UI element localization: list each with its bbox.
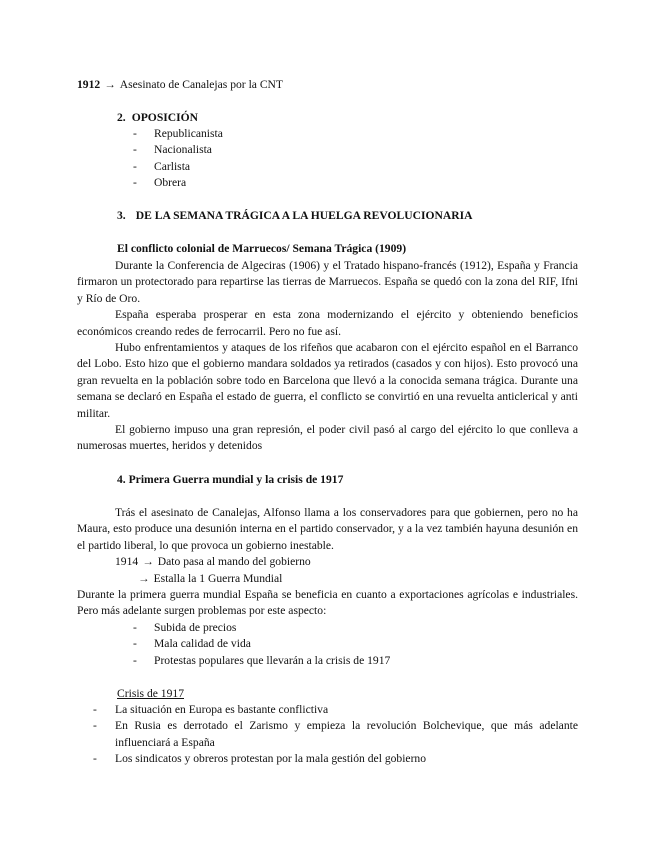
- list-item: - Obrera: [133, 176, 187, 190]
- crisis-list: [77, 702, 578, 768]
- list-item: - Los sindicatos y obreros protestan por la mala gestión del gobierno: [93, 752, 427, 766]
- timeline-row-1: [77, 554, 578, 570]
- list-item: - Carlista: [133, 159, 191, 173]
- list-item: - Protestas populares que llevarán a la crisis de 1917: [133, 653, 391, 667]
- arrow-icon: →: [142, 555, 154, 569]
- section-3-title: DE LA SEMANA TRÁGICA A LA HUELGA REVOLUCIONARIA: [135, 209, 473, 222]
- section-3-number: 3.: [117, 209, 126, 222]
- list-item: - Mala calidad de vida: [133, 637, 251, 651]
- section-3-heading: [117, 208, 618, 224]
- list-item: - En Rusia es derrotado el Zarismo y empieza la revolución Bolchevique, que más adelante influenciará a España: [93, 719, 578, 749]
- section-4-body: [77, 505, 578, 669]
- section-4-heading: 4. Primera Guerra mundial y la crisis de 1917: [117, 473, 344, 486]
- timeline-text: Estalla la 1 Guerra Mundial: [153, 571, 283, 585]
- paragraph: Durante la Conferencia de Algeciras (1906) y el Tratado hispano-francés (1912), España y Francia firmaron un protectorado para repartirse las tierras de Marruecos. España se quedó con la zona del RIF, Ifni y Río de Oro.: [77, 259, 578, 305]
- section-4-list: [77, 620, 578, 669]
- list-item: - La situación en Europa es bastante conflictiva: [93, 703, 329, 716]
- paragraph: Durante la primera guerra mundial España se beneficia en cuanto a exportaciones agrícolas e industriales. Pero más adelante surgen problemas por este aspecto:: [77, 588, 578, 618]
- section-2-heading: [117, 110, 618, 126]
- intro-year: 1912: [77, 78, 101, 91]
- list-item: - Subida de precios: [133, 620, 237, 634]
- section-3-body: [77, 258, 578, 455]
- list-item: - Nacionalista: [133, 143, 212, 157]
- arrow-icon: →: [104, 78, 116, 91]
- arrow-icon: →: [138, 571, 150, 585]
- timeline-text: Dato pasa al mando del gobierno: [157, 555, 311, 569]
- paragraph: El gobierno impuso una gran represión, el poder civil pasó al cargo del ejército lo que conlleva a numerosas muertes, heridos y detenidos: [77, 423, 578, 453]
- timeline-year: 1914: [115, 555, 139, 569]
- section-2-list: [133, 126, 634, 192]
- list-item: - Republicanista: [133, 127, 223, 140]
- intro-text: Asesinato de Canalejas por la CNT: [119, 78, 284, 91]
- section-2-title: OPOSICIÓN: [131, 111, 199, 124]
- section-3-subtitle: El conflicto colonial de Marruecos/ Semana Trágica (1909): [117, 242, 407, 255]
- paragraph: Trás el asesinato de Canalejas, Alfonso llama a los conservadores para que gobiernen, pero no ha Maura, esto produce una desunión interna en el partido conservador, y a la vez también hayuna desunión en el partido liberal, lo que provoca un gobierno inestable.: [77, 506, 578, 552]
- section-2-number: 2.: [117, 111, 126, 124]
- paragraph: Hubo enfrentamientos y ataques de los rifeños que acabaron con el ejército español en el Barranco del Lobo. Esto hizo que el gobierno mandara soldados ya retirados (casados y con hijos). Esto provocó una gran revuelta en la población sobre todo en Barcelona que llevó a la conocida semana trágica. Durante una semana se declaró en España el estado de guerra, el conflicto se convirtió en una revuelta anticlerical y anti militar.: [77, 341, 578, 420]
- timeline-row-2: [77, 571, 578, 587]
- crisis-title: Crisis de 1917: [117, 687, 184, 700]
- intro-line: [77, 77, 578, 93]
- paragraph: España esperaba prosperar en esta zona modernizando el ejército y obteniendo beneficios económicos creando redes de ferrocarril. Pero no fue así.: [77, 308, 578, 338]
